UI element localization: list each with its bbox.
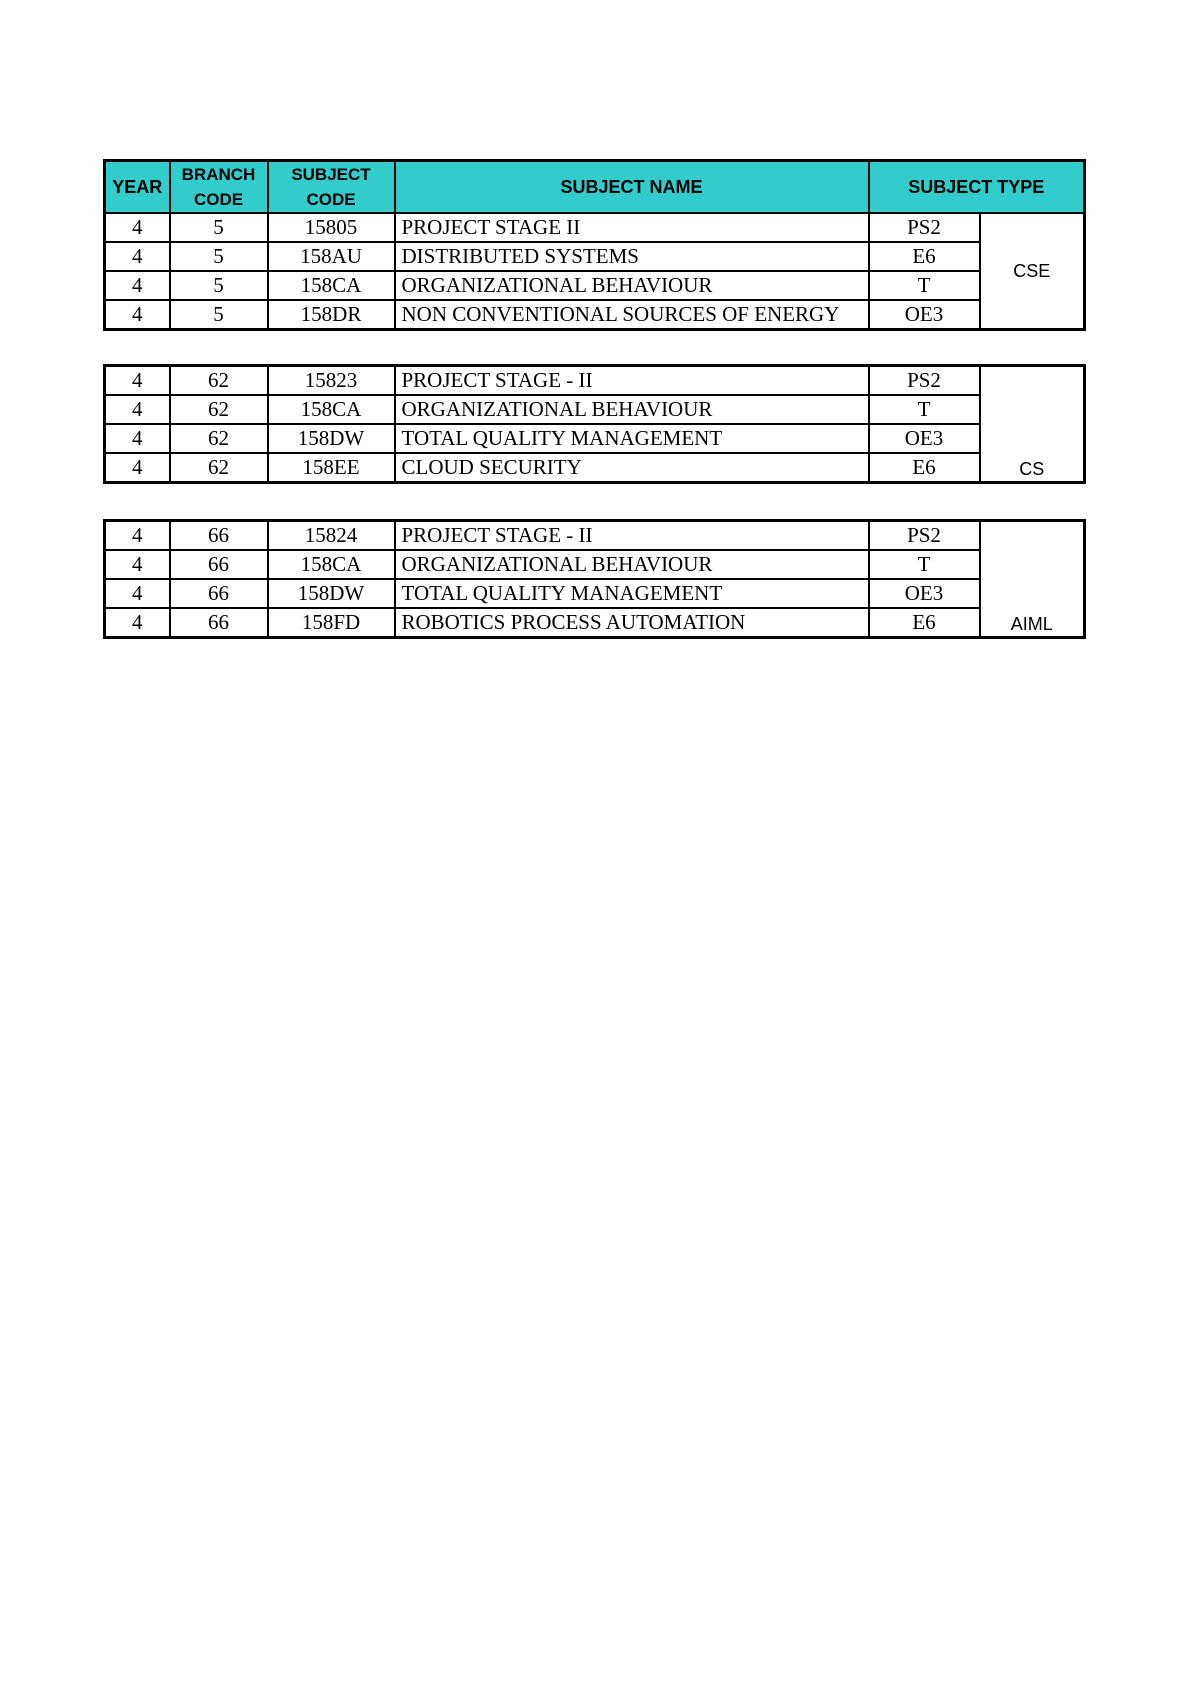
cell-branch-code: 62 — [170, 424, 268, 453]
cell-subject-type: T — [869, 271, 980, 300]
cell-subject-code: 15824 — [268, 521, 395, 551]
cell-subject-type: OE3 — [869, 300, 980, 330]
cell-branch-code: 5 — [170, 271, 268, 300]
subject-table-aiml — [103, 519, 1086, 639]
cell-year: 4 — [105, 579, 170, 608]
cell-branch-code: 66 — [170, 550, 268, 579]
cell-subject-type: E6 — [869, 608, 980, 638]
cell-subject-name: ORGANIZATIONAL BEHAVIOUR — [395, 395, 869, 424]
cell-subject-name: ORGANIZATIONAL BEHAVIOUR — [395, 271, 869, 300]
cell-subject-name: ORGANIZATIONAL BEHAVIOUR — [395, 550, 869, 579]
subject-table-cse — [103, 159, 1086, 331]
cell-subject-type: T — [869, 550, 980, 579]
cell-subject-code: 158CA — [268, 550, 395, 579]
table-row — [105, 300, 1085, 330]
cell-subject-code: 158EE — [268, 453, 395, 483]
subject-table-cs — [103, 364, 1086, 484]
cell-subject-code: 158DR — [268, 300, 395, 330]
branch-label-cs: CS — [980, 366, 1085, 483]
cell-subject-type: OE3 — [869, 579, 980, 608]
cell-subject-code: 158AU — [268, 242, 395, 271]
cell-subject-name: NON CONVENTIONAL SOURCES OF ENERGY — [395, 300, 869, 330]
branch-label-aiml: AIML — [980, 521, 1085, 638]
header-subject-type: SUBJECT TYPE — [869, 161, 1085, 214]
cell-branch-code: 66 — [170, 579, 268, 608]
table-row — [105, 424, 1085, 453]
cell-subject-type: PS2 — [869, 521, 980, 551]
cell-subject-code: 15805 — [268, 213, 395, 242]
cell-year: 4 — [105, 300, 170, 330]
cell-branch-code: 66 — [170, 521, 268, 551]
cell-subject-type: T — [869, 395, 980, 424]
cell-subject-name: PROJECT STAGE II — [395, 213, 869, 242]
cell-year: 4 — [105, 608, 170, 638]
cell-subject-name: DISTRIBUTED SYSTEMS — [395, 242, 869, 271]
table-row — [105, 453, 1085, 483]
cell-subject-code: 158FD — [268, 608, 395, 638]
cell-subject-name: ROBOTICS PROCESS AUTOMATION — [395, 608, 869, 638]
table-header-row — [105, 161, 1085, 214]
table-row — [105, 550, 1085, 579]
cell-subject-name: PROJECT STAGE - II — [395, 521, 869, 551]
cell-subject-code: 158CA — [268, 395, 395, 424]
cell-subject-code: 15823 — [268, 366, 395, 396]
header-subject-code: SUBJECT CODE — [268, 161, 395, 214]
table-row — [105, 395, 1085, 424]
cell-branch-code: 5 — [170, 300, 268, 330]
cell-branch-code: 62 — [170, 395, 268, 424]
cell-year: 4 — [105, 242, 170, 271]
cell-year: 4 — [105, 521, 170, 551]
cell-branch-code: 66 — [170, 608, 268, 638]
table-row — [105, 271, 1085, 300]
cell-subject-code: 158DW — [268, 579, 395, 608]
cell-subject-type: E6 — [869, 453, 980, 483]
header-year: YEAR — [105, 161, 170, 214]
cell-subject-type: PS2 — [869, 213, 980, 242]
cell-branch-code: 62 — [170, 366, 268, 396]
cell-branch-code: 62 — [170, 453, 268, 483]
cell-subject-type: PS2 — [869, 366, 980, 396]
cell-year: 4 — [105, 366, 170, 396]
cell-branch-code: 5 — [170, 242, 268, 271]
cell-year: 4 — [105, 213, 170, 242]
cell-subject-name: TOTAL QUALITY MANAGEMENT — [395, 579, 869, 608]
cell-subject-name: PROJECT STAGE - II — [395, 366, 869, 396]
cell-year: 4 — [105, 453, 170, 483]
cell-subject-type: E6 — [869, 242, 980, 271]
cell-subject-name: CLOUD SECURITY — [395, 453, 869, 483]
cell-subject-name: TOTAL QUALITY MANAGEMENT — [395, 424, 869, 453]
table-row — [105, 521, 1085, 551]
table-row — [105, 579, 1085, 608]
table-row — [105, 366, 1085, 396]
header-subject-name: SUBJECT NAME — [395, 161, 869, 214]
header-branch-code: BRANCH CODE — [170, 161, 268, 214]
branch-label-cse: CSE — [980, 213, 1085, 330]
cell-subject-type: OE3 — [869, 424, 980, 453]
table-row — [105, 242, 1085, 271]
cell-year: 4 — [105, 424, 170, 453]
cell-branch-code: 5 — [170, 213, 268, 242]
table-row — [105, 608, 1085, 638]
cell-subject-code: 158CA — [268, 271, 395, 300]
cell-year: 4 — [105, 395, 170, 424]
table-row — [105, 213, 1085, 242]
cell-year: 4 — [105, 550, 170, 579]
cell-year: 4 — [105, 271, 170, 300]
cell-subject-code: 158DW — [268, 424, 395, 453]
